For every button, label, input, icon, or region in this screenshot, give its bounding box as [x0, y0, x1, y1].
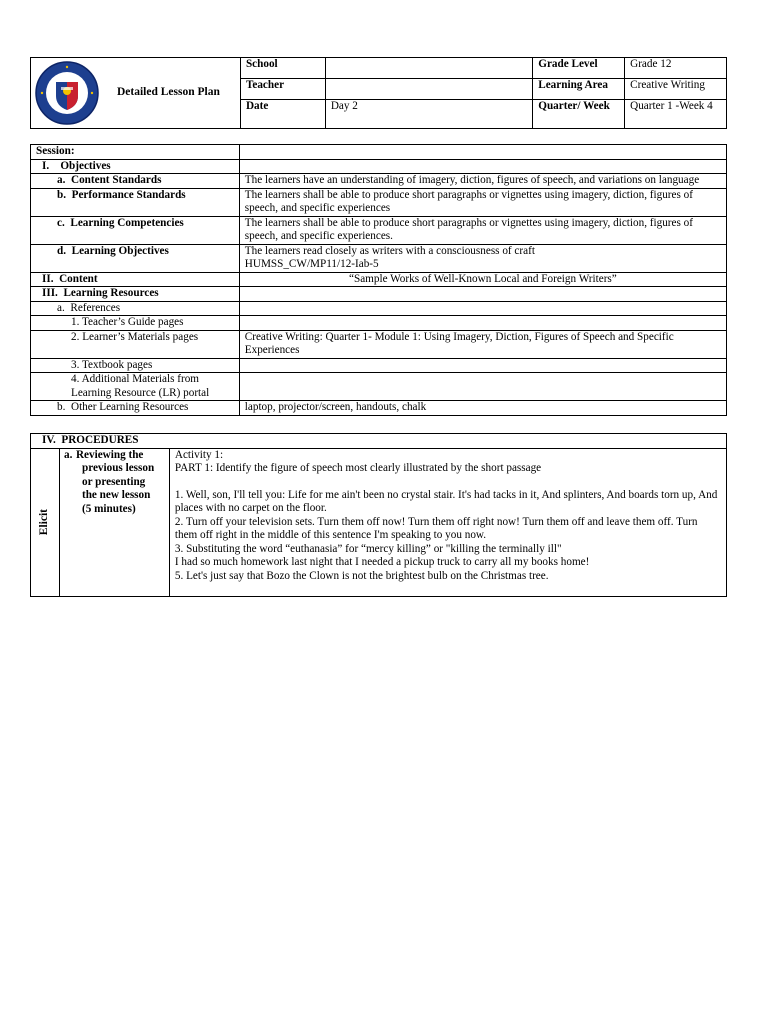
school-label: School [240, 58, 325, 79]
teachers-guide-label: 1. Teacher’s Guide pages [31, 316, 240, 331]
learning-resources-value [239, 287, 726, 302]
date-label: Date [240, 100, 325, 129]
teacher-value [325, 79, 532, 100]
spacer [175, 476, 721, 489]
activity-item: 1. Well, son, I'll tell you: Life for me ain't been no crystal stair. It's had tacks in it, And splinters, And boards torn up, And places with no carpet on the floor. [174, 488, 718, 514]
learners-materials-label: 2. Learner’s Materials pages [31, 330, 240, 358]
quarter-label: Quarter/ Week [533, 100, 625, 129]
learning-area-value: Creative Writing [625, 79, 727, 100]
activity-item: 3. Substituting the word “euthanasia” for “mercy killing” or "killing the terminally ill" [174, 542, 562, 555]
header-table [30, 57, 727, 129]
learning-objectives-code: HUMSS_CW/MP11/12-Iab-5 [244, 258, 379, 270]
learning-objectives-label: d. Learning Objectives [31, 244, 240, 272]
activity-item: 5. Let's just say that Bozo the Clown is not the brightest bulb on the Christmas tree. [174, 569, 549, 582]
learning-objectives-value [239, 244, 726, 272]
objectives-heading: I. Objectives [31, 159, 240, 174]
procedures-heading: IV. PROCEDURES [31, 434, 727, 449]
references-value [239, 301, 726, 316]
learning-competencies-value: The learners shall be able to produce short paragraphs or vignettes using imagery, diction, figures of speech, and specific experiences. [239, 216, 726, 244]
other-resources-label: b. Other Learning Resources [31, 401, 240, 416]
learning-objectives-text: The learners read closely as writers with a consciousness of craft [244, 244, 535, 257]
teachers-guide-value [239, 316, 726, 331]
part-instruction: PART 1: Identify the figure of speech most clearly illustrated by the short passage [174, 462, 542, 474]
deped-seal-logo [31, 58, 103, 128]
session-value [239, 145, 726, 160]
step-line-1: Reviewing the [75, 448, 144, 461]
textbook-pages-label: 3. Textbook pages [31, 358, 240, 373]
additional-materials-value [239, 373, 726, 401]
performance-standards-label: b. Performance Standards [31, 188, 240, 216]
content-value: “Sample Works of Well-Known Local and Foreign Writers” [239, 272, 726, 287]
step-line-2: previous lesson [81, 462, 155, 474]
quarter-value: Quarter 1 -Week 4 [625, 100, 727, 129]
grade-level-value: Grade 12 [625, 58, 727, 79]
school-value [325, 58, 532, 79]
activity-item: 2. Turn off your television sets. Turn them off now! Turn them off right now! Turn them off and leave them off. Turn them off right in the middle of this sentence I'm speaking to you now. [174, 515, 698, 541]
teacher-label: Teacher [240, 79, 325, 100]
performance-standards-value: The learners shall be able to produce short paragraphs or vignettes using imagery, diction, figures of speech, and specific experiences [239, 188, 726, 216]
additional-materials-label: 4. Additional Materials from Learning Resource (LR) portal [31, 373, 240, 401]
references-label: a. References [31, 301, 240, 316]
activity-content [169, 448, 726, 597]
activity-title: Activity 1: [174, 448, 224, 461]
step-line-4: the new lesson [81, 489, 151, 501]
elicit-label: Elicit [38, 509, 51, 536]
session-label: Session: [31, 145, 240, 160]
learning-competencies-label: c. Learning Competencies [31, 216, 240, 244]
lesson-table [30, 144, 727, 416]
textbook-pages-value [239, 358, 726, 373]
step-line-3: or presenting [81, 475, 146, 488]
content-heading: II. Content [31, 272, 240, 287]
other-resources-value: laptop, projector/screen, handouts, chalk [239, 401, 726, 416]
procedure-step-label [59, 448, 169, 597]
content-standards-label: a. Content Standards [31, 174, 240, 189]
objectives-heading-value [239, 159, 726, 174]
activity-item: I had so much homework last night that I needed a pickup truck to carry all my books home! [174, 556, 590, 568]
elicit-cell [31, 448, 60, 597]
learning-area-label: Learning Area [533, 79, 625, 100]
grade-level-label: Grade Level [533, 58, 625, 79]
document-title: Detailed Lesson Plan [117, 86, 220, 99]
procedures-table [30, 433, 727, 597]
date-value: Day 2 [325, 100, 532, 129]
logo-title-cell [31, 58, 241, 129]
learners-materials-value: Creative Writing: Quarter 1- Module 1: Using Imagery, Diction, Figures of Speech and Specific Experiences [239, 330, 726, 358]
step-line-5: (5 minutes) [81, 502, 136, 515]
learning-resources-heading: III. Learning Resources [31, 287, 240, 302]
content-standards-value: The learners have an understanding of imagery, diction, figures of speech, and variations on language [239, 174, 726, 189]
step-marker: a. [63, 448, 73, 461]
